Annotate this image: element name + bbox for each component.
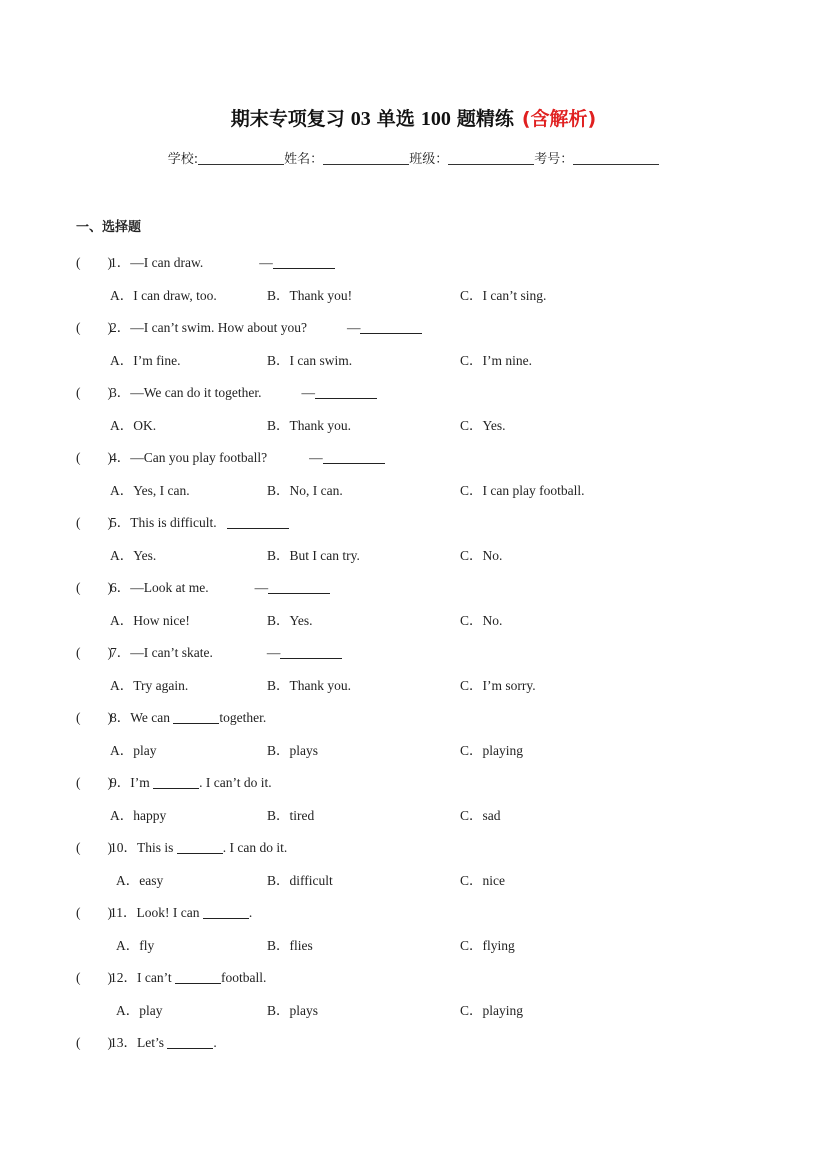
title-part1: 期末专项复习 xyxy=(230,108,345,130)
answer-blank[interactable] xyxy=(227,515,289,529)
section-heading: 一、选择题 xyxy=(76,220,142,235)
question-stem-pre: 10．This is xyxy=(110,840,177,855)
question-3 xyxy=(76,381,377,401)
question-5 xyxy=(76,511,289,531)
option-a[interactable]: A．Yes. xyxy=(110,548,157,563)
answer-blank[interactable] xyxy=(203,905,249,919)
option-b[interactable]: B．Thank you! xyxy=(267,288,353,303)
option-c[interactable]: C．I can’t sing. xyxy=(460,288,547,303)
answer-paren[interactable]: ( ) xyxy=(76,645,112,660)
option-c[interactable]: C．sad xyxy=(460,808,501,823)
question-stem: 3．—We can do it together. xyxy=(110,385,262,400)
option-c[interactable]: C．playing xyxy=(460,743,523,758)
answer-paren[interactable]: ( ) xyxy=(76,905,112,920)
question-2 xyxy=(76,316,422,336)
question-stem-pre: 12．I can’t xyxy=(110,970,175,985)
answer-blank[interactable] xyxy=(177,840,223,854)
question-stem-pre: 13．Let’s xyxy=(110,1035,168,1050)
question-4 xyxy=(76,446,385,466)
option-b[interactable]: B．Thank you. xyxy=(267,678,351,693)
question-stem-post: football. xyxy=(220,970,267,985)
question-stem-post: . I can do it. xyxy=(222,840,288,855)
option-a[interactable]: A．OK. xyxy=(110,418,157,433)
reply-dash: — xyxy=(266,645,281,660)
option-b[interactable]: B．tired xyxy=(267,808,315,823)
question-8 xyxy=(76,706,266,726)
option-a[interactable]: A．I’m fine. xyxy=(110,353,181,368)
question-12 xyxy=(76,966,266,986)
option-b[interactable]: B．But I can try. xyxy=(267,548,360,563)
option-b[interactable]: B．difficult xyxy=(267,873,333,888)
answer-paren[interactable]: ( ) xyxy=(76,515,112,530)
title-num2: 100 xyxy=(420,108,451,130)
title-red-note: (含解析) xyxy=(521,108,597,130)
answer-paren[interactable]: ( ) xyxy=(76,1035,112,1050)
class-blank[interactable] xyxy=(448,150,534,165)
answer-paren[interactable]: ( ) xyxy=(76,970,112,985)
option-b[interactable]: B．Yes. xyxy=(267,613,313,628)
option-a[interactable]: A．How nice! xyxy=(110,613,190,628)
answer-blank[interactable] xyxy=(323,450,385,464)
answer-paren[interactable]: ( ) xyxy=(76,320,112,335)
page-title xyxy=(0,104,827,131)
student-info-line xyxy=(0,148,827,167)
answer-blank[interactable] xyxy=(175,970,221,984)
question-stem: 1．—I can draw. xyxy=(110,255,204,270)
answer-blank[interactable] xyxy=(315,385,377,399)
option-c[interactable]: C．playing xyxy=(460,1003,523,1018)
option-c[interactable]: C．I’m sorry. xyxy=(460,678,536,693)
answer-paren[interactable]: ( ) xyxy=(76,450,112,465)
question-10 xyxy=(76,836,287,856)
option-c[interactable]: C．No. xyxy=(460,548,503,563)
option-b[interactable]: B．No, I can. xyxy=(267,483,343,498)
question-stem: 2．—I can’t swim. How about you? xyxy=(110,320,307,335)
question-7 xyxy=(76,641,342,661)
option-b[interactable]: B．plays xyxy=(267,1003,319,1018)
answer-blank[interactable] xyxy=(153,775,199,789)
option-c[interactable]: C．Yes. xyxy=(460,418,506,433)
option-a[interactable]: A．play xyxy=(116,1003,163,1018)
option-a[interactable]: A．happy xyxy=(110,808,167,823)
question-stem: 7．—I can’t skate. xyxy=(110,645,213,660)
option-b[interactable]: B．Thank you. xyxy=(267,418,351,433)
option-a[interactable]: A．Try again. xyxy=(110,678,189,693)
answer-paren[interactable]: ( ) xyxy=(76,580,112,595)
answer-paren[interactable]: ( ) xyxy=(76,710,112,725)
option-a[interactable]: A．I can draw, too. xyxy=(110,288,217,303)
name-blank[interactable] xyxy=(323,150,409,165)
question-6 xyxy=(76,576,330,596)
question-13 xyxy=(76,1031,217,1051)
answer-blank[interactable] xyxy=(280,645,342,659)
option-c[interactable]: C．No. xyxy=(460,613,503,628)
answer-paren[interactable]: ( ) xyxy=(76,840,112,855)
title-part3: 题精练 xyxy=(456,108,514,130)
answer-blank[interactable] xyxy=(273,255,335,269)
question-9 xyxy=(76,771,272,791)
answer-paren[interactable]: ( ) xyxy=(76,775,112,790)
question-stem-pre: 11．Look! I can xyxy=(110,905,203,920)
reply-dash: — xyxy=(346,320,361,335)
answer-paren[interactable]: ( ) xyxy=(76,255,112,270)
option-c[interactable]: C．I can play football. xyxy=(460,483,585,498)
option-c[interactable]: C．I’m nine. xyxy=(460,353,532,368)
reply-dash: — xyxy=(259,255,273,270)
question-stem-post: . xyxy=(248,905,253,920)
question-1 xyxy=(76,251,335,271)
question-stem: 4．—Can you play football? xyxy=(110,450,268,465)
question-stem: 6．—Look at me. xyxy=(110,580,209,595)
school-label: 学校: xyxy=(167,152,199,167)
option-c[interactable]: C．nice xyxy=(460,873,505,888)
answer-blank[interactable] xyxy=(167,1035,213,1049)
answer-blank[interactable] xyxy=(360,320,422,334)
option-c[interactable]: C．flying xyxy=(460,938,515,953)
school-blank[interactable] xyxy=(198,150,284,165)
question-stem-post: . xyxy=(213,1035,217,1050)
option-b[interactable]: B．plays xyxy=(267,743,319,758)
question-11 xyxy=(76,901,252,921)
reply-dash: — xyxy=(254,580,269,595)
exam-no-blank[interactable] xyxy=(573,150,659,165)
option-b[interactable]: B．I can swim. xyxy=(267,353,353,368)
question-stem-pre: 9．I’m xyxy=(110,775,154,790)
title-part2: 单选 xyxy=(376,108,415,130)
option-a[interactable]: A．easy xyxy=(116,873,164,888)
option-a[interactable]: A．fly xyxy=(116,938,155,953)
question-stem-post: . I can’t do it. xyxy=(199,775,272,790)
option-a[interactable]: A．play xyxy=(110,743,157,758)
question-stem-post: together. xyxy=(219,710,267,725)
question-stem: 5．This is difficult. xyxy=(110,515,217,530)
reply-dash: — xyxy=(301,385,315,400)
answer-paren[interactable]: ( ) xyxy=(76,385,112,400)
answer-blank[interactable] xyxy=(268,580,330,594)
answer-blank[interactable] xyxy=(173,710,219,724)
option-a[interactable]: A．Yes, I can. xyxy=(110,483,190,498)
exam-no-label: 考号： xyxy=(534,152,574,167)
name-label: 姓名： xyxy=(284,152,324,167)
option-b[interactable]: B．flies xyxy=(267,938,313,953)
title-num1: 03 xyxy=(350,108,371,130)
reply-dash: — xyxy=(309,450,323,465)
class-label: 班级： xyxy=(409,152,449,167)
question-stem-pre: 8．We can xyxy=(110,710,174,725)
